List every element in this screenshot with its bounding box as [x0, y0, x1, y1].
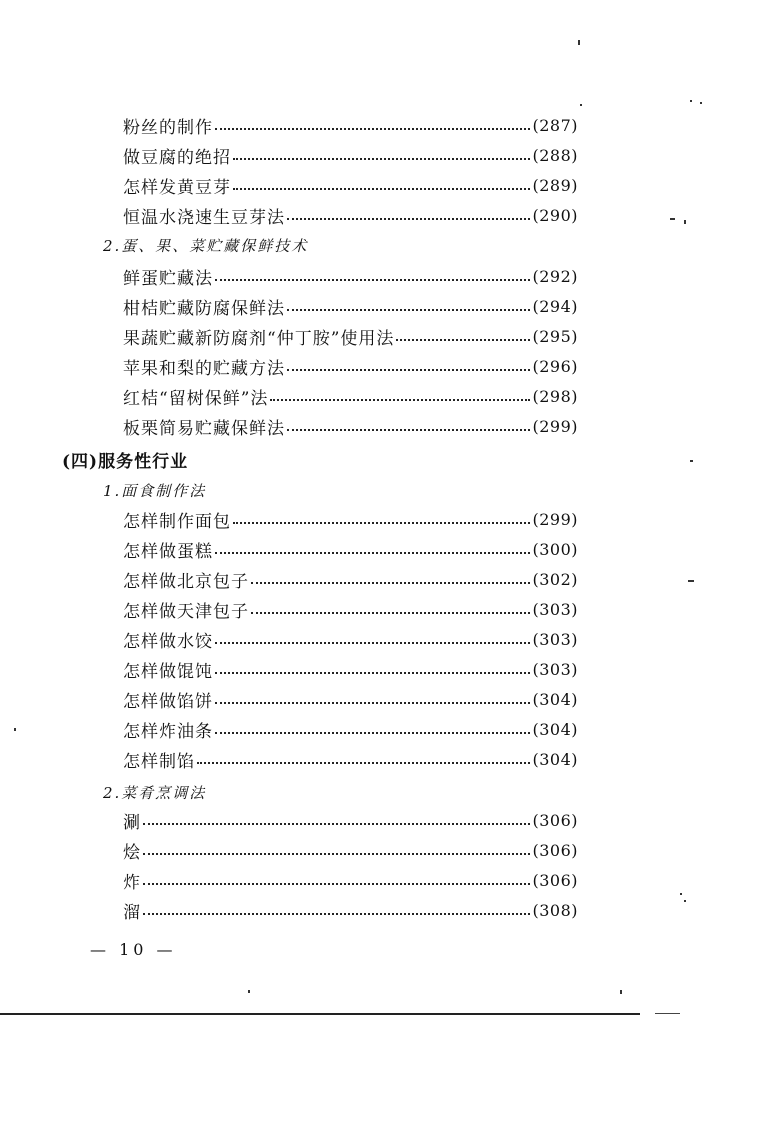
toc-entry[interactable] — [123, 412, 578, 440]
toc-entry-page: (306) — [532, 810, 578, 830]
toc-entry-title: 怎样做水饺 — [123, 631, 213, 652]
dot-leader — [215, 701, 530, 704]
toc-entry-page: (292) — [532, 266, 578, 286]
toc-entry[interactable] — [123, 292, 578, 320]
toc-entry-title: 怎样发黄豆芽 — [123, 177, 231, 198]
toc-entry-page: (299) — [532, 416, 578, 436]
dot-leader — [197, 761, 530, 764]
toc-entry-page: (304) — [532, 719, 578, 739]
toc-entry-title: 烩 — [123, 842, 141, 863]
toc-entry-page: (303) — [532, 599, 578, 619]
toc-entry-page: (299) — [532, 509, 578, 529]
scan-speck — [578, 40, 580, 45]
scan-speck — [620, 990, 622, 994]
scan-speck — [684, 900, 686, 902]
dot-leader — [251, 611, 530, 614]
toc-entry-title: 苹果和梨的贮藏方法 — [123, 358, 285, 379]
dot-leader — [251, 581, 530, 584]
toc-entry-title: 恒温水浇速生豆芽法 — [123, 207, 285, 228]
toc-entry-title: 怎样做馄饨 — [123, 661, 213, 682]
scan-speck — [688, 580, 694, 582]
dot-leader — [143, 882, 530, 885]
toc-entry-page: (295) — [532, 326, 578, 346]
dot-leader — [215, 671, 530, 674]
toc-entry-title: 怎样炸油条 — [123, 721, 213, 742]
toc-entry-title: 板栗简易贮藏保鲜法 — [123, 418, 285, 439]
dot-leader — [143, 912, 530, 915]
dot-leader — [215, 551, 530, 554]
bottom-rule-fragment — [655, 1013, 680, 1014]
dot-leader — [396, 338, 530, 341]
toc-entry-page: (296) — [532, 356, 578, 376]
toc-entry[interactable] — [123, 505, 578, 533]
toc-entry[interactable] — [123, 715, 578, 743]
toc-entry[interactable] — [123, 866, 578, 894]
dot-leader — [287, 368, 530, 371]
dot-leader — [143, 852, 530, 855]
toc-entry[interactable] — [123, 655, 578, 683]
dot-leader — [233, 157, 530, 160]
dot-leader — [287, 308, 530, 311]
dot-leader — [233, 187, 530, 190]
toc-entry-title: 怎样制馅 — [123, 751, 195, 772]
toc-entry[interactable] — [123, 745, 578, 773]
dot-leader — [215, 278, 530, 281]
toc-entry[interactable] — [123, 171, 578, 199]
scan-speck — [14, 728, 16, 731]
toc-entry[interactable] — [123, 806, 578, 834]
toc-entry-page: (304) — [532, 689, 578, 709]
toc-entry[interactable] — [123, 535, 578, 563]
toc-entry[interactable] — [123, 111, 578, 139]
toc-entry-title: 鲜蛋贮藏法 — [123, 268, 213, 289]
toc-entry-page: (304) — [532, 749, 578, 769]
dot-leader — [233, 521, 530, 524]
toc-entry-title: 怎样做北京包子 — [123, 571, 249, 592]
toc-entry-page: (290) — [532, 205, 578, 225]
dot-leader — [215, 731, 530, 734]
subsection-heading: 2.蛋、果、菜贮藏保鲜技术 — [103, 236, 309, 255]
scan-speck — [690, 100, 692, 102]
toc-entry-title: 炸 — [123, 872, 141, 893]
scan-speck — [680, 893, 682, 895]
toc-entry-title: 粉丝的制作 — [123, 117, 213, 138]
dot-leader — [287, 428, 530, 431]
toc-entry[interactable] — [123, 322, 578, 350]
subsection-heading: 1.面食制作法 — [103, 481, 207, 500]
toc-entry-page: (303) — [532, 629, 578, 649]
toc-entry[interactable] — [123, 201, 578, 229]
toc-entry-title: 红桔“留树保鲜”法 — [123, 388, 269, 409]
toc-entry-page: (300) — [532, 539, 578, 559]
scan-speck — [690, 460, 693, 462]
toc-entry[interactable] — [123, 896, 578, 924]
toc-entry-title: 溜 — [123, 902, 141, 923]
section-heading: (四)服务性行业 — [62, 451, 189, 472]
toc-entry-page: (298) — [532, 386, 578, 406]
scan-speck — [580, 104, 582, 106]
page-number-footer: — 10 — — [90, 940, 177, 959]
toc-entry[interactable] — [123, 352, 578, 380]
toc-entry-page: (306) — [532, 870, 578, 890]
scan-speck — [700, 102, 702, 104]
toc-entry[interactable] — [123, 836, 578, 864]
dot-leader — [215, 641, 530, 644]
toc-entry-title: 做豆腐的绝招 — [123, 147, 231, 168]
toc-entry-title: 柑桔贮藏防腐保鲜法 — [123, 298, 285, 319]
toc-entry-title: 怎样制作面包 — [123, 511, 231, 532]
toc-entry-page: (289) — [532, 175, 578, 195]
toc-entry-page: (308) — [532, 900, 578, 920]
toc-entry[interactable] — [123, 141, 578, 169]
bottom-rule — [0, 1013, 640, 1015]
toc-entry[interactable] — [123, 262, 578, 290]
toc-entry-page: (306) — [532, 840, 578, 860]
scan-speck — [248, 990, 250, 993]
toc-entry[interactable] — [123, 565, 578, 593]
dot-leader — [143, 822, 530, 825]
toc-entry-page: (302) — [532, 569, 578, 589]
toc-entry[interactable] — [123, 382, 578, 410]
toc-entry-page: (303) — [532, 659, 578, 679]
dot-leader — [287, 217, 530, 220]
toc-entry-title: 涮 — [123, 812, 141, 833]
dot-leader — [270, 398, 530, 401]
toc-entry-title: 果蔬贮藏新防腐剂“仲丁胺”使用法 — [123, 328, 395, 349]
scan-speck — [684, 220, 686, 224]
toc-entry[interactable] — [123, 685, 578, 713]
toc-entry-title: 怎样做馅饼 — [123, 691, 213, 712]
toc-entry-page: (294) — [532, 296, 578, 316]
dot-leader — [215, 127, 530, 130]
subsection-heading: 2.菜肴烹调法 — [103, 783, 207, 802]
scan-speck — [670, 218, 675, 220]
toc-entry[interactable] — [123, 595, 578, 623]
toc-entry-title: 怎样做蛋糕 — [123, 541, 213, 562]
toc-entry[interactable] — [123, 625, 578, 653]
toc-entry-page: (287) — [532, 115, 578, 135]
toc-entry-title: 怎样做天津包子 — [123, 601, 249, 622]
toc-entry-page: (288) — [532, 145, 578, 165]
